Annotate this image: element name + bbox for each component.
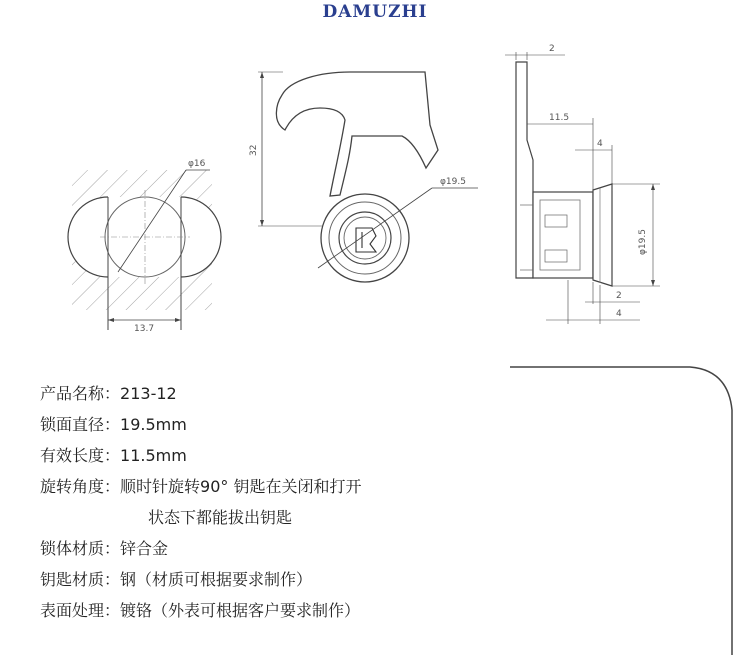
dim-bottom-b: 4 <box>616 309 622 319</box>
dim-nut-width: 4 <box>597 139 603 149</box>
spec-list <box>40 378 361 626</box>
spec-row-rotation-cont: 状态下都能拔出钥匙 <box>148 508 293 527</box>
spec-row-rotation: 旋转角度：顺时针旋转90° 钥匙在关闭和打开 <box>40 477 362 496</box>
dim-body-diameter: φ19.5 <box>638 229 648 255</box>
dim-bottom-a: 2 <box>616 291 622 301</box>
brand-logo: DAMUZHI <box>322 2 428 22</box>
dim-hole-diameter: φ16 <box>188 159 206 169</box>
spec-row-length: 有效长度：11.5mm <box>40 446 187 465</box>
spec-row-body-material: 锁体材质：锌合金 <box>40 539 169 558</box>
dim-hole-width: 13.7 <box>134 324 155 334</box>
dim-height: 32 <box>249 144 259 156</box>
spec-row-face-dia: 锁面直径：19.5mm <box>40 415 187 434</box>
dim-length: 11.5 <box>549 113 570 123</box>
dim-plate-thickness: 2 <box>549 44 555 54</box>
dim-face-diameter: φ19.5 <box>440 177 466 187</box>
spec-row-key-material: 钥匙材质：钢（材质可根据要求制作） <box>40 570 313 589</box>
spec-row-name: 产品名称：213-12 <box>40 384 177 403</box>
spec-row-finish: 表面处理：镀铬（外表可根据客户要求制作） <box>40 601 361 620</box>
